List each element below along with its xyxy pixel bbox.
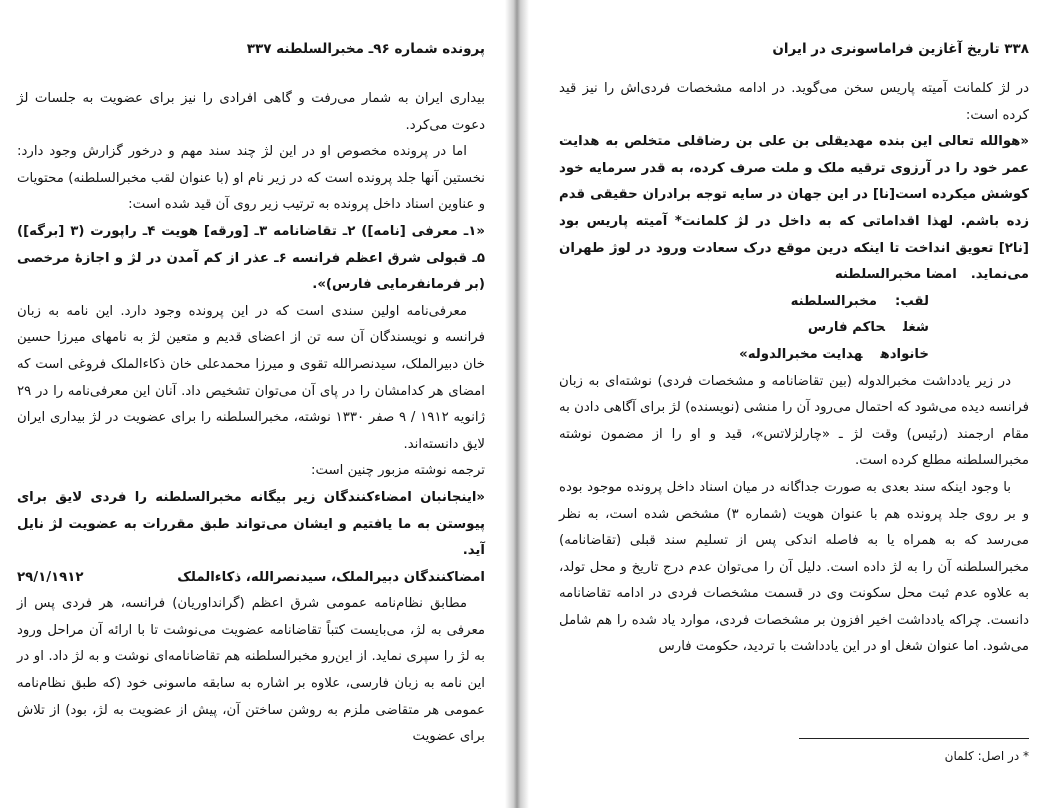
field-label: لقب: — [895, 293, 929, 309]
quoted-letter — [559, 129, 1029, 289]
right-body — [559, 76, 1029, 661]
paragraph: مطابق نظام‌نامه عمومی شرق اعظم (گراند‌اوریان) فرانسه، هر فردی پس از معرفی به لژ، می‌بایست کتباً تقاضانامه عضویت می‌نوشت تا با ارائه آن مراحل ورود به لژ را سپری نماید. از این‌رو مخبرالسلطنه هم تقاضانامه‌ای نوشت و به لژ داد. او در این نامه به زبان فارسی، علاوه بر اشاره به سابقه ماسونی خود (که طبق نظام‌نامه عمومی هر متقاضی ملزم به روشن ساختن آن، پیش از عضویت به لژ، بود) از تلاش برای عضویت — [17, 596, 485, 745]
paragraph: در زیر یادداشت مخبرالدوله (بین تقاضانامه و مشخصات فردی) نوشته‌ای به زبان فرانسه دیده می‌شود که احتمال می‌رود آن را منشی (نویسنده) لژ برای آگاهی دادن به مقام ارجمند (رئیس) وقت لژ ـ «چارلزلاتس»، قید و او را از مضمون نوشته مخبرالسلطنه مطلع کرده است. — [559, 373, 1029, 469]
left-body — [17, 86, 485, 751]
field-occupation — [559, 315, 1029, 342]
paragraph: معرفی‌نامه اولین سندی است که در این پرونده وجود دارد. این نامه به زبان فرانسه و نویسندگان آن سه تن از اعضای قدیم و متعین لژ به نامهای میرزا حسین خان دبیرالملک، سیدنصرالله تقوی و میرزا محمدعلی خان ذکاءالملک فروغی است که امضای هر کدامشان را در پای آن می‌توان تشخیص داد. آنان این معرفی‌نامه را در ۲۹ ژانویه ۱۹۱۲ / ۹ صفر ۱۳۳۰ نوشته، مخبرالسلطنه را برای عضویت در لژ بیداری ایران لایق دانسته‌اند. — [17, 303, 486, 452]
footnote-divider — [799, 738, 1029, 739]
signers: امضاکنندگان دبیرالملک، سیدنصرالله، ذکاءالملک — [177, 569, 485, 585]
footnote: * در اصل: کلمان — [944, 749, 1029, 763]
right-page — [529, 0, 1039, 808]
paragraph: در لژ کلمانت آمیته پاریس سخن می‌گوید. در ادامه مشخصات فردی‌اش را نیز قید کرده است: — [559, 81, 1029, 123]
paragraph: با وجود اینکه سند بعدی به صورت جداگانه در میان اسناد داخل پرونده موجود بوده و بر روی جلد پرونده هم با عنوان هویت (شماره ۳) مشخص شده است، به نظر می‌رسد که به همراه یا به فاصله اندکی پس از تسلیم سند قبلی (تقاضانامه) مخبرالسلطنه آن را به لژ داده است. دلیل آن را می‌توان عدم درج تاریخ و محل تولد، به علاوه عدم ثبت محل سکونت وی در قسمت مشخصات فردی در ادامه تقاضانامه دانست. چراکه یادداشت اخیر افزون بر مشخصات فردی، موارد یاد شده را هم شامل می‌شود. اما عنوان شغل او در این یادداشت با تردید، حکومت فارس — [559, 479, 1029, 655]
paragraph: ترجمه نوشته مزبور چنین است: — [310, 463, 485, 479]
signature-date: ۲۹/۱/۱۹۱۲ — [17, 569, 84, 585]
left-page — [0, 0, 505, 808]
running-header — [549, 38, 1029, 60]
translated-quote: «اینجانبان امضاءکنندگان زیر بیگانه مخبرالسلطنه را فردی لایق برای پیوستن به ما یافتیم و ایشان می‌تواند طبق مقررات به عضویت لژ نایل آید. — [17, 489, 485, 559]
field-label: خانواده — [880, 346, 929, 362]
field-title — [559, 289, 1029, 316]
contents-list: «۱ـ معرفی [نامه]) ۲ـ تقاضانامه ۳ـ [ورقه] هویت ۴ـ راپورت (۳ [برگه]) ۵ـ قبولی شرق اعظم فرانسه ۶ـ عذر از کم آمدن در لژ و اجازهٔ مرخصی (بر فرمانفرمایی فارس)». — [17, 223, 485, 293]
field-family — [559, 342, 1029, 369]
header-text: ۳۳۸ تاریخ آغازین فراماسونری در ایران — [772, 41, 1029, 57]
field-label: شغل — [902, 320, 929, 336]
field-value: مخبرالسلطنه — [790, 293, 878, 309]
paragraph: اما در پرونده مخصوص او در این لژ چند سند مهم و درخور گزارش وجود دارد: نخستین آنها جلد پرونده است که در زیر نام او (با عنوان لقب مخبرالسلطنه) محتویات و عناوین اسناد داخل پرونده به ترتیب زیر روی آن قید شده است: — [17, 144, 485, 213]
field-value: هدایت مخبرالدوله» — [739, 346, 863, 362]
book-gutter — [505, 0, 529, 808]
field-value: حاکم فارس — [807, 320, 885, 336]
paragraph: بیداری ایران به شمار می‌رفت و گاهی افرادی را نیز برای عضویت به جلسات لژ دعوت می‌کرد. — [17, 91, 485, 133]
signature-line — [17, 565, 485, 592]
quote-text: «هوالله تعالی این بنده مهدیقلی بن علی بن رضاقلی متخلص به هدایت عمر خود را در آرزوی ترقیه ملک و ملت صرف کرده، به قدر سرمایه خود کوشش میکرده است[نا] در این جهان در سایه توجه برادران حقیقی قدم زده باشم. لهذا اقداماتی که به داخل در لژ کلمانت* آمیته پاریس بود [نا۲] تعویق انداخت تا اینکه درین موقع درک سعادت ورود در لوژ طهران می‌نماید. — [559, 134, 1029, 283]
header-text: پرونده شماره ۹۶ـ مخبرالسلطنه ۳۳۷ — [246, 41, 485, 57]
running-header — [28, 38, 485, 60]
quote-signature: امضا مخبرالسلطنه — [834, 267, 957, 283]
